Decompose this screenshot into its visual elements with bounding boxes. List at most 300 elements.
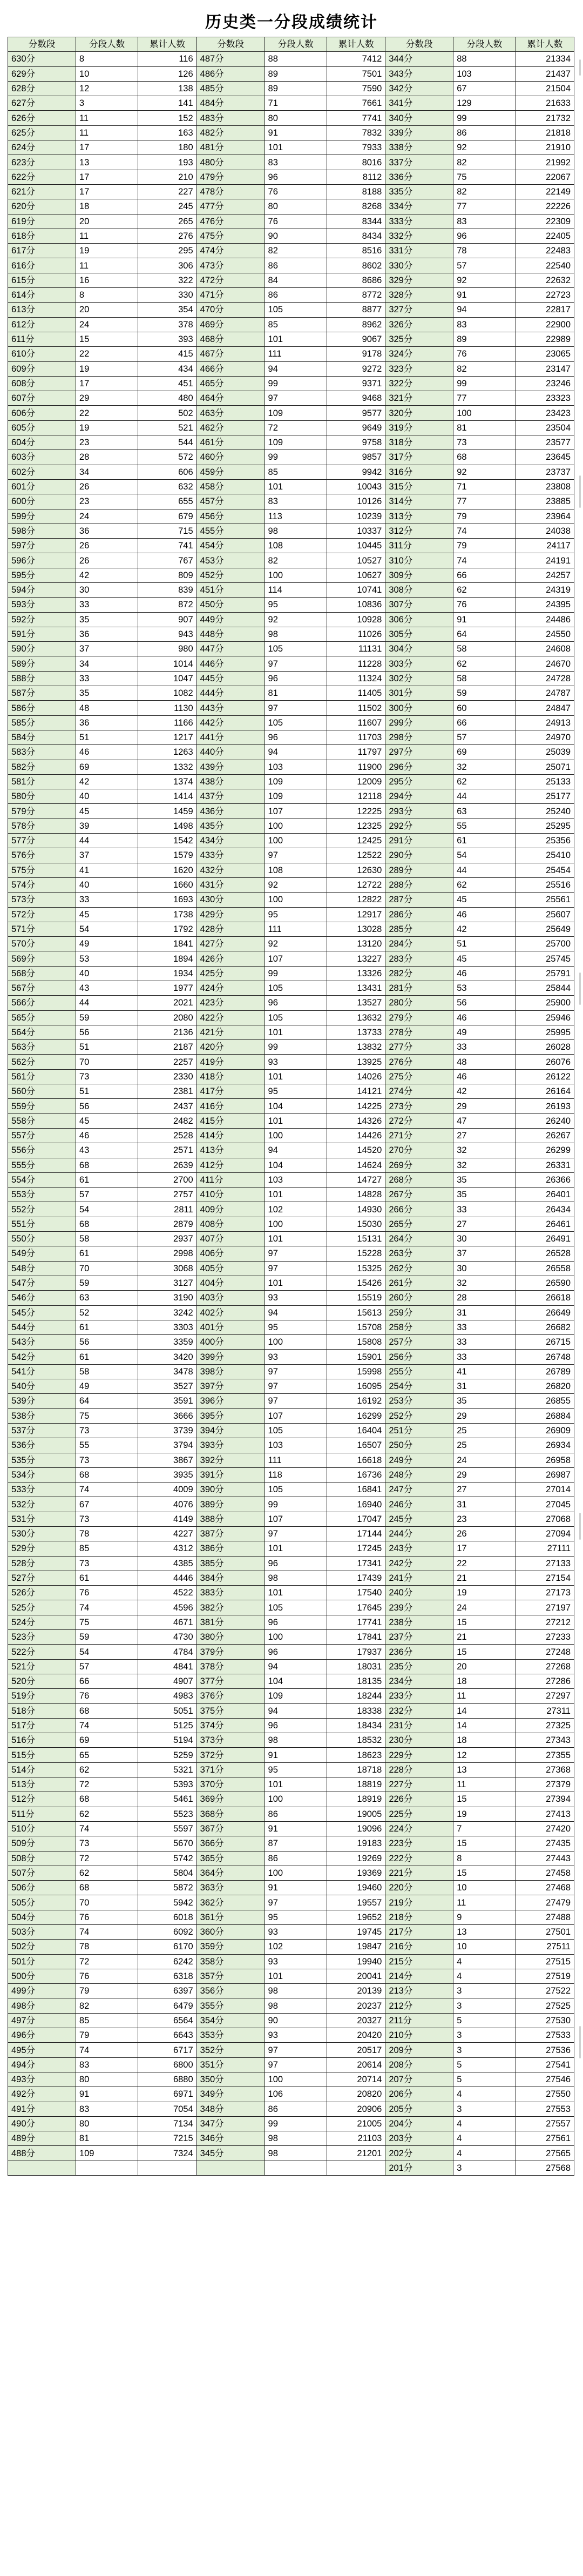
segment-count-cell: 69 <box>76 760 138 774</box>
cumulative-count-cell: 12522 <box>327 848 385 863</box>
cumulative-count-cell: 3359 <box>138 1335 196 1350</box>
score-range-cell: 364分 <box>196 1866 265 1880</box>
segment-count-cell: 15 <box>453 1645 516 1659</box>
cumulative-count-cell: 6397 <box>138 1984 196 1998</box>
segment-count-cell: 101 <box>265 1969 327 1983</box>
table-row <box>8 1128 574 1143</box>
segment-count-cell: 76 <box>76 1689 138 1703</box>
segment-count-cell: 82 <box>453 184 516 199</box>
cumulative-count-cell: 22817 <box>516 303 574 317</box>
table-row <box>8 1807 574 1821</box>
segment-count-cell: 82 <box>453 155 516 170</box>
table-row <box>8 214 574 229</box>
segment-count-cell: 75 <box>453 170 516 184</box>
cumulative-count-cell: 679 <box>138 509 196 524</box>
score-range-cell: 456分 <box>196 509 265 524</box>
segment-count-cell: 4 <box>453 2116 516 2131</box>
score-range-cell: 268分 <box>385 1172 453 1187</box>
cumulative-count-cell: 27522 <box>516 1984 574 1998</box>
score-range-cell: 288分 <box>385 877 453 892</box>
score-range-cell: 628分 <box>8 81 76 96</box>
segment-count-cell: 33 <box>453 1320 516 1334</box>
score-range-cell: 363分 <box>196 1881 265 1895</box>
segment-count-cell: 92 <box>265 877 327 892</box>
score-range-cell: 571分 <box>8 922 76 936</box>
cumulative-count-cell: 26528 <box>516 1246 574 1261</box>
segment-count-cell: 43 <box>76 981 138 996</box>
cumulative-count-cell: 2257 <box>138 1055 196 1069</box>
score-range-cell: 538分 <box>8 1408 76 1423</box>
segment-count-cell: 105 <box>265 642 327 656</box>
segment-count-cell: 79 <box>453 509 516 524</box>
score-range-cell: 206分 <box>385 2087 453 2102</box>
table-row <box>8 1526 574 1541</box>
segment-count-cell: 97 <box>265 656 327 671</box>
cumulative-count-cell: 4149 <box>138 1512 196 1526</box>
score-range-cell: 294分 <box>385 789 453 804</box>
score-range-cell: 420分 <box>196 1040 265 1055</box>
score-range-cell: 501分 <box>8 1954 76 1969</box>
table-row <box>8 922 574 936</box>
cumulative-count-cell: 1894 <box>138 951 196 966</box>
segment-count-cell: 105 <box>265 1010 327 1025</box>
segment-count-cell: 70 <box>76 1895 138 1910</box>
cumulative-count-cell: 15030 <box>327 1217 385 1231</box>
score-range-cell: 236分 <box>385 1645 453 1659</box>
segment-count-cell: 61 <box>76 1172 138 1187</box>
score-range-cell: 536分 <box>8 1438 76 1453</box>
cumulative-count-cell: 152 <box>138 111 196 125</box>
cumulative-count-cell: 22483 <box>516 244 574 258</box>
segment-count-cell: 62 <box>76 1762 138 1777</box>
segment-count-cell: 15 <box>453 1792 516 1807</box>
table-row <box>8 1482 574 1497</box>
segment-count-cell: 94 <box>265 1305 327 1320</box>
cumulative-count-cell: 25995 <box>516 1025 574 1039</box>
score-range-cell: 433分 <box>196 848 265 863</box>
segment-count-cell: 46 <box>453 966 516 981</box>
segment-count-cell: 96 <box>265 1718 327 1733</box>
score-range-cell: 261分 <box>385 1276 453 1290</box>
segment-count-cell: 5 <box>453 2057 516 2072</box>
cumulative-count-cell: 7215 <box>138 2131 196 2146</box>
cumulative-count-cell: 24970 <box>516 730 574 744</box>
table-row <box>8 1703 574 1718</box>
score-range-cell: 413分 <box>196 1143 265 1158</box>
score-range-cell: 349分 <box>196 2087 265 2102</box>
segment-count-cell: 24 <box>76 317 138 332</box>
cumulative-count-cell: 27501 <box>516 1925 574 1940</box>
cumulative-count-cell: 330 <box>138 288 196 303</box>
table-row <box>8 568 574 582</box>
segment-count-cell: 68 <box>76 1703 138 1718</box>
segment-count-cell: 19 <box>453 1807 516 1821</box>
cumulative-count-cell: 15808 <box>327 1335 385 1350</box>
cumulative-count-cell: 1498 <box>138 819 196 833</box>
segment-count-cell: 91 <box>265 1821 327 1836</box>
segment-count-cell: 51 <box>76 730 138 744</box>
scroll-indicator <box>579 1513 581 1540</box>
segment-count-cell: 82 <box>453 361 516 376</box>
table-row <box>8 1084 574 1099</box>
cumulative-count-cell: 1082 <box>138 686 196 701</box>
segment-count-cell: 10 <box>453 1881 516 1895</box>
score-range-cell: 585分 <box>8 715 76 730</box>
table-row <box>8 479 574 494</box>
segment-count-cell: 72 <box>76 1777 138 1792</box>
score-range-cell: 622分 <box>8 170 76 184</box>
cumulative-count-cell: 25039 <box>516 745 574 760</box>
score-range-cell: 466分 <box>196 361 265 376</box>
cumulative-count-cell: 26331 <box>516 1158 574 1172</box>
cumulative-count-cell: 2571 <box>138 1143 196 1158</box>
segment-count-cell: 49 <box>76 1379 138 1394</box>
score-range-cell: 503分 <box>8 1925 76 1940</box>
table-row <box>8 494 574 509</box>
cumulative-count-cell: 27515 <box>516 1954 574 1969</box>
table-row <box>8 1969 574 1983</box>
score-range-cell: 313分 <box>385 509 453 524</box>
segment-count-cell: 20 <box>453 1659 516 1674</box>
table-row <box>8 170 574 184</box>
table-row <box>8 391 574 406</box>
score-range-cell: 527分 <box>8 1571 76 1585</box>
score-range-cell: 365分 <box>196 1851 265 1866</box>
segment-count-cell: 15 <box>453 1836 516 1851</box>
table-row <box>8 1821 574 1836</box>
cumulative-count-cell: 6318 <box>138 1969 196 1983</box>
segment-count-cell: 21 <box>453 1571 516 1585</box>
segment-count-cell: 111 <box>265 1453 327 1467</box>
segment-count-cell: 89 <box>265 66 327 81</box>
score-range-cell: 379分 <box>196 1645 265 1659</box>
table-row <box>8 244 574 258</box>
score-range-cell: 253分 <box>385 1394 453 1408</box>
segment-count-cell: 86 <box>265 1807 327 1821</box>
score-range-cell: 590分 <box>8 642 76 656</box>
score-range-cell: 212分 <box>385 1998 453 2013</box>
score-range-cell: 468分 <box>196 332 265 346</box>
cumulative-count-cell: 544 <box>138 435 196 450</box>
score-range-cell: 382分 <box>196 1600 265 1615</box>
score-range-cell: 326分 <box>385 317 453 332</box>
score-range-cell: 331分 <box>385 244 453 258</box>
segment-count-cell: 100 <box>265 819 327 833</box>
segment-count-cell: 58 <box>453 671 516 686</box>
segment-count-cell: 75 <box>76 1408 138 1423</box>
cumulative-count-cell: 14426 <box>327 1128 385 1143</box>
score-range-cell: 504分 <box>8 1910 76 1924</box>
cumulative-count-cell: 16299 <box>327 1408 385 1423</box>
score-range-cell: 218分 <box>385 1910 453 1924</box>
segment-count-cell: 62 <box>76 1866 138 1880</box>
score-range-cell: 544分 <box>8 1320 76 1334</box>
score-range-cell: 608分 <box>8 376 76 391</box>
cumulative-count-cell: 2528 <box>138 1128 196 1143</box>
score-range-cell: 287分 <box>385 893 453 907</box>
score-range-cell: 604分 <box>8 435 76 450</box>
segment-count-cell: 60 <box>453 701 516 715</box>
cumulative-count-cell: 27379 <box>516 1777 574 1792</box>
cumulative-count-cell: 13925 <box>327 1055 385 1069</box>
segment-count-cell: 69 <box>76 1733 138 1748</box>
table-row <box>8 701 574 715</box>
segment-count-cell: 59 <box>453 686 516 701</box>
score-range-cell: 521分 <box>8 1659 76 1674</box>
score-range-cell: 607分 <box>8 391 76 406</box>
cumulative-count-cell: 322 <box>138 273 196 287</box>
segment-count-cell: 96 <box>265 671 327 686</box>
score-range-cell: 431分 <box>196 877 265 892</box>
segment-count-cell: 28 <box>76 450 138 465</box>
segment-count-cell: 102 <box>265 1940 327 1954</box>
cumulative-count-cell: 1166 <box>138 715 196 730</box>
segment-count-cell: 46 <box>76 745 138 760</box>
cumulative-count-cell: 1792 <box>138 922 196 936</box>
segment-count-cell: 45 <box>76 907 138 922</box>
score-range-cell: 279分 <box>385 1010 453 1025</box>
cumulative-count-cell: 141 <box>138 96 196 111</box>
score-range-cell: 528分 <box>8 1556 76 1571</box>
cumulative-count-cell: 1841 <box>138 937 196 951</box>
segment-count-cell: 51 <box>76 1084 138 1099</box>
segment-count-cell: 100 <box>265 1128 327 1143</box>
score-range-cell: 540分 <box>8 1379 76 1394</box>
score-range-cell: 280分 <box>385 996 453 1010</box>
cumulative-count-cell: 6170 <box>138 1940 196 1954</box>
score-range-cell: 250分 <box>385 1438 453 1453</box>
segment-count-cell: 37 <box>76 848 138 863</box>
score-range-cell: 494分 <box>8 2057 76 2072</box>
score-range-cell: 587分 <box>8 686 76 701</box>
cumulative-count-cell: 4446 <box>138 1571 196 1585</box>
score-range-cell: 493分 <box>8 2072 76 2087</box>
scroll-indicator <box>579 59 581 76</box>
score-range-cell: 388分 <box>196 1512 265 1526</box>
segment-count-cell: 95 <box>265 1762 327 1777</box>
score-range-cell: 429分 <box>196 907 265 922</box>
score-range-cell: 580分 <box>8 789 76 804</box>
cumulative-count-cell: 10836 <box>327 598 385 612</box>
segment-count-cell: 108 <box>265 539 327 553</box>
table-row <box>8 1423 574 1438</box>
segment-count-cell: 105 <box>265 1600 327 1615</box>
cumulative-count-cell: 606 <box>138 465 196 479</box>
score-range-cell: 411分 <box>196 1172 265 1187</box>
cumulative-count-cell: 23423 <box>516 406 574 420</box>
score-range-cell: 334分 <box>385 199 453 214</box>
segment-count-cell: 102 <box>265 1202 327 1217</box>
segment-count-cell: 26 <box>76 479 138 494</box>
score-range-cell: 467分 <box>196 347 265 361</box>
score-range-cell: 323分 <box>385 361 453 376</box>
cumulative-count-cell: 126 <box>138 66 196 81</box>
cumulative-count-cell: 23737 <box>516 465 574 479</box>
segment-count-cell: 96 <box>265 730 327 744</box>
segment-count-cell: 101 <box>265 332 327 346</box>
cumulative-count-cell: 27173 <box>516 1586 574 1600</box>
score-range-cell: 453分 <box>196 553 265 568</box>
segment-count-cell: 76 <box>76 1910 138 1924</box>
cumulative-count-cell: 227 <box>138 184 196 199</box>
cumulative-count-cell: 1217 <box>138 730 196 744</box>
score-range-cell: 627分 <box>8 96 76 111</box>
cumulative-count-cell: 8344 <box>327 214 385 229</box>
cumulative-count-cell: 17439 <box>327 1571 385 1585</box>
segment-count-cell: 86 <box>265 2102 327 2116</box>
segment-count-cell: 39 <box>76 819 138 833</box>
cumulative-count-cell: 24117 <box>516 539 574 553</box>
segment-count-cell: 90 <box>265 2013 327 2028</box>
score-range-cell: 389分 <box>196 1497 265 1512</box>
score-range-cell: 225分 <box>385 1807 453 1821</box>
score-range-cell: 629分 <box>8 66 76 81</box>
score-range-cell: 520分 <box>8 1674 76 1688</box>
score-range-cell: 214分 <box>385 1969 453 1983</box>
segment-count-cell: 37 <box>76 642 138 656</box>
score-range-cell: 354分 <box>196 2013 265 2028</box>
segment-count-cell: 61 <box>76 1571 138 1585</box>
cumulative-count-cell: 25356 <box>516 834 574 848</box>
cumulative-count-cell: 27468 <box>516 1881 574 1895</box>
segment-count-cell: 32 <box>453 1143 516 1158</box>
segment-count-cell: 89 <box>453 332 516 346</box>
table-row <box>8 1895 574 1910</box>
score-range-cell: 418分 <box>196 1069 265 1084</box>
segment-count-cell: 4 <box>453 1969 516 1983</box>
score-range-cell: 286分 <box>385 907 453 922</box>
segment-count-cell: 29 <box>453 1408 516 1423</box>
score-range-cell: 309分 <box>385 568 453 582</box>
segment-count-cell: 98 <box>265 2146 327 2161</box>
cumulative-count-cell: 13832 <box>327 1040 385 1055</box>
cumulative-count-cell: 14624 <box>327 1158 385 1172</box>
score-range-cell: 588分 <box>8 671 76 686</box>
score-range-cell: 447分 <box>196 642 265 656</box>
score-range-cell: 530分 <box>8 1526 76 1541</box>
cumulative-count-cell: 27519 <box>516 1969 574 1983</box>
table-row <box>8 273 574 287</box>
table-row <box>8 730 574 744</box>
cumulative-count-cell: 22226 <box>516 199 574 214</box>
cumulative-count-cell: 23246 <box>516 376 574 391</box>
table-row <box>8 1689 574 1703</box>
segment-count-cell: 30 <box>76 582 138 597</box>
segment-count-cell: 3 <box>453 2102 516 2116</box>
cumulative-count-cell: 17245 <box>327 1541 385 1556</box>
cumulative-count-cell: 27533 <box>516 2028 574 2043</box>
score-range-cell: 302分 <box>385 671 453 686</box>
cumulative-count-cell: 26987 <box>516 1467 574 1482</box>
score-range-cell: 568分 <box>8 966 76 981</box>
cumulative-count-cell: 26855 <box>516 1394 574 1408</box>
cumulative-count-cell: 23964 <box>516 509 574 524</box>
score-range-cell: 321分 <box>385 391 453 406</box>
table-row <box>8 1674 574 1688</box>
table-row <box>8 686 574 701</box>
cumulative-count-cell: 16095 <box>327 1379 385 1394</box>
segment-count-cell: 100 <box>453 406 516 420</box>
score-range-cell: 229分 <box>385 1748 453 1762</box>
cumulative-count-cell <box>327 2161 385 2175</box>
cumulative-count-cell: 393 <box>138 332 196 346</box>
table-row <box>8 760 574 774</box>
score-range-cell: 273分 <box>385 1099 453 1113</box>
score-range-cell: 507分 <box>8 1866 76 1880</box>
cumulative-count-cell: 22540 <box>516 258 574 273</box>
cumulative-count-cell: 295 <box>138 244 196 258</box>
score-range-cell: 516分 <box>8 1733 76 1748</box>
score-range-cell: 615分 <box>8 273 76 287</box>
cumulative-count-cell: 21201 <box>327 2146 385 2161</box>
score-range-cell: 242分 <box>385 1556 453 1571</box>
segment-count-cell: 100 <box>265 1792 327 1807</box>
score-range-cell: 202分 <box>385 2146 453 2161</box>
segment-count-cell: 40 <box>76 789 138 804</box>
segment-count-cell: 101 <box>265 1276 327 1290</box>
score-range-cell: 231分 <box>385 1718 453 1733</box>
cumulative-count-cell: 5321 <box>138 1762 196 1777</box>
segment-count-cell: 97 <box>265 1364 327 1379</box>
cumulative-count-cell: 24670 <box>516 656 574 671</box>
cumulative-count-cell: 15613 <box>327 1305 385 1320</box>
table-row <box>8 1438 574 1453</box>
page-title: 历史类一分段成绩统计 <box>205 13 378 32</box>
segment-count-cell: 54 <box>76 1202 138 1217</box>
table-row <box>8 1305 574 1320</box>
segment-count-cell: 33 <box>453 1202 516 1217</box>
score-range-cell: 409分 <box>196 1202 265 1217</box>
score-range-cell: 537分 <box>8 1423 76 1438</box>
cumulative-count-cell: 4009 <box>138 1482 196 1497</box>
table-row <box>8 1998 574 2013</box>
table-row <box>8 2043 574 2057</box>
cumulative-count-cell: 17341 <box>327 1556 385 1571</box>
score-range-cell: 228分 <box>385 1762 453 1777</box>
segment-count-cell: 96 <box>265 996 327 1010</box>
cumulative-count-cell: 715 <box>138 524 196 538</box>
score-range-cell: 209分 <box>385 2043 453 2057</box>
cumulative-count-cell: 276 <box>138 229 196 243</box>
score-range-cell: 582分 <box>8 760 76 774</box>
segment-count-cell: 100 <box>265 893 327 907</box>
cumulative-count-cell: 451 <box>138 376 196 391</box>
segment-count-cell: 95 <box>265 907 327 922</box>
segment-count-cell: 101 <box>265 1232 327 1246</box>
score-range-cell: 319分 <box>385 420 453 435</box>
cumulative-count-cell: 27553 <box>516 2102 574 2116</box>
score-range-cell: 252分 <box>385 1408 453 1423</box>
table-row <box>8 1246 574 1261</box>
segment-count-cell: 91 <box>453 612 516 627</box>
cumulative-count-cell: 27413 <box>516 1807 574 1821</box>
segment-count-cell: 17 <box>76 170 138 184</box>
cumulative-count-cell: 27325 <box>516 1718 574 1733</box>
segment-count-cell: 101 <box>265 1541 327 1556</box>
cumulative-count-cell: 3068 <box>138 1261 196 1276</box>
score-range-cell: 234分 <box>385 1674 453 1688</box>
score-range-cell: 452分 <box>196 568 265 582</box>
segment-count-cell: 79 <box>453 539 516 553</box>
segment-count-cell: 100 <box>265 1630 327 1645</box>
cumulative-count-cell: 1014 <box>138 656 196 671</box>
cumulative-count-cell: 24257 <box>516 568 574 582</box>
segment-count-cell: 3 <box>453 1984 516 1998</box>
cumulative-count-cell: 26558 <box>516 1261 574 1276</box>
score-range-cell: 393分 <box>196 1438 265 1453</box>
score-range-cell: 266分 <box>385 1202 453 1217</box>
score-range-cell: 220分 <box>385 1881 453 1895</box>
